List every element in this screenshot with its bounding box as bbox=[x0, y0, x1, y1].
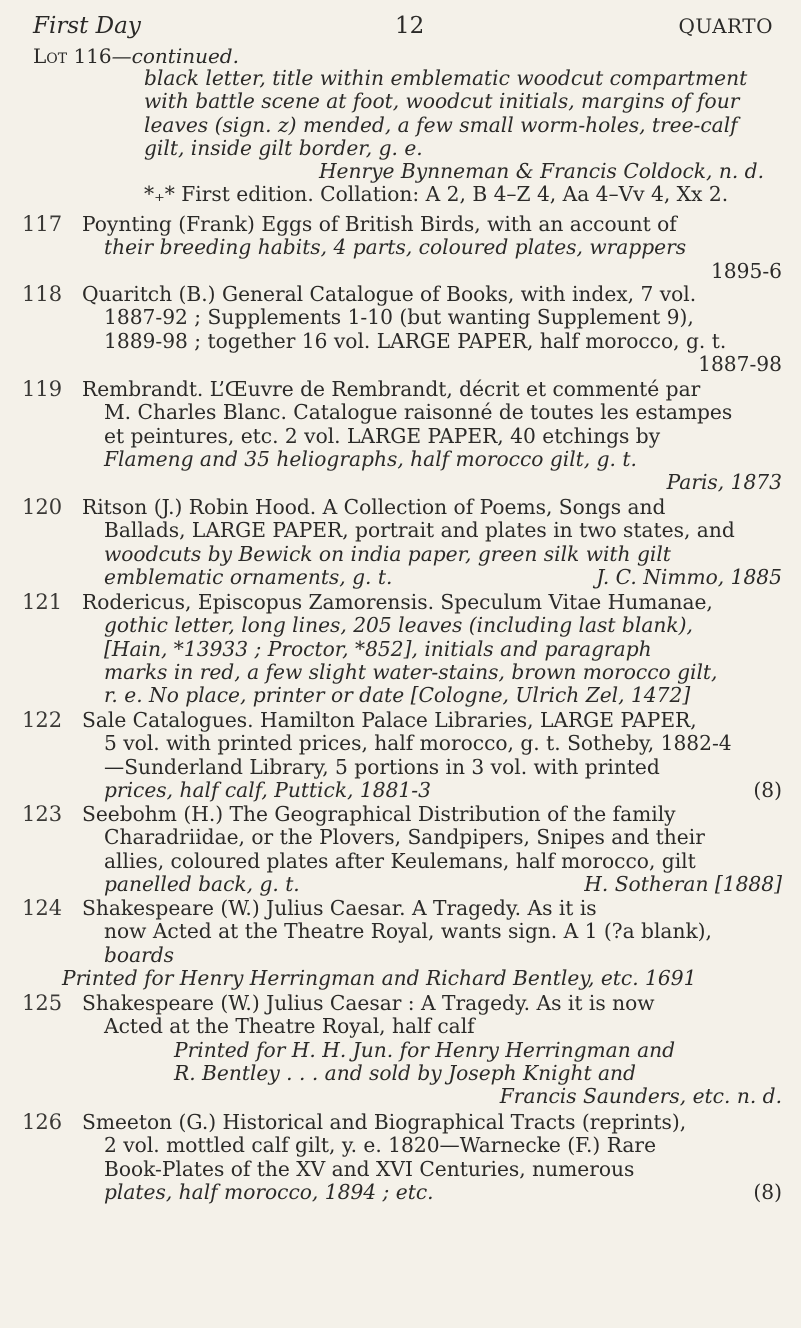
lot-number: 124 bbox=[22, 896, 63, 920]
entry-line: black letter, title within emblematic woodcut compartment bbox=[144, 66, 748, 90]
header-format: QUARTO bbox=[678, 14, 773, 38]
entry-line: their breeding habits, 4 parts, coloured plates, wrappers bbox=[104, 235, 687, 260]
running-head bbox=[33, 6, 773, 46]
lot-number: 118 bbox=[22, 282, 63, 306]
lot-entry bbox=[62, 896, 782, 990]
entry-line: r. e. No place, printer or date [Cologne, Ulrich Zel, 1472] bbox=[104, 683, 691, 708]
lot-number: 120 bbox=[22, 495, 63, 519]
entry-lot-count: (8) bbox=[753, 1179, 782, 1204]
entry-line: 1889-98 ; together 16 vol. LARGE PAPER, half morocco, g. t. bbox=[104, 328, 727, 353]
entry-line: allies, coloured plates after Keulemans, half morocco, gilt bbox=[104, 848, 696, 873]
entry-date: 1887-98 bbox=[698, 351, 782, 376]
lot-number: 125 bbox=[22, 991, 63, 1015]
entry-imprint: Paris, 1873 bbox=[666, 470, 782, 495]
lot-number: 116 bbox=[73, 44, 112, 68]
entry-imprint: Printed for Henry Herringman and Richard Bentley, etc. 1691 bbox=[62, 965, 697, 990]
entry-line: emblematic ornaments, g. t. bbox=[104, 564, 393, 589]
entry-line: 2 vol. mottled calf gilt, y. e. 1820—Warnecke (F.) Rare bbox=[104, 1133, 657, 1158]
entry-imprint: Henrye Bynneman & Francis Coldock, n. d. bbox=[318, 159, 764, 184]
lot-continued-heading bbox=[33, 44, 239, 68]
entry-line: M. Charles Blanc. Catalogue raisonné de toutes les estampes bbox=[104, 400, 733, 425]
entry-line: Acted at the Theatre Royal, half calf bbox=[104, 1014, 475, 1039]
entry-note: *₊* First edition. Collation: A 2, B 4–Z 4, Aa 4–Vv 4, Xx 2. bbox=[144, 182, 729, 207]
entry-line: Charadriidae, or the Plovers, Sandpipers, Snipes and their bbox=[104, 825, 705, 850]
entry-imprint: R. Bentley . . . and sold by Joseph Knight and bbox=[174, 1060, 636, 1085]
lot-entry bbox=[82, 496, 782, 589]
entry-line: woodcuts by Bewick on india paper, green silk with gilt bbox=[104, 541, 671, 566]
header-sale-day: First Day bbox=[33, 13, 141, 39]
entry-line: 5 vol. with printed prices, half morocco, g. t. Sotheby, 1882-4 bbox=[104, 731, 732, 756]
lot-number: 126 bbox=[22, 1110, 63, 1134]
entry-imprint: J. C. Nimmo, 1885 bbox=[596, 564, 782, 589]
entry-line: Ballads, LARGE PAPER, portrait and plates in two states, and bbox=[104, 518, 735, 543]
entry-line: Book-Plates of the XV and XVI Centuries, numerous bbox=[104, 1156, 635, 1181]
entry-line: prices, half calf, Puttick, 1881-3 bbox=[104, 777, 431, 802]
entry-line: Seebohm (H.) The Geographical Distribution of the family bbox=[82, 802, 676, 826]
entry-line: marks in red, a few slight water-stains, brown morocco gilt, bbox=[104, 659, 718, 684]
lot-entry bbox=[82, 992, 782, 1108]
lot-entry bbox=[82, 709, 782, 802]
entry-line: et peintures, etc. 2 vol. LARGE PAPER, 40 etchings by bbox=[104, 423, 661, 448]
lot-number: 119 bbox=[22, 377, 63, 401]
lot-entry bbox=[82, 803, 782, 896]
entry-line: Shakespeare (W.) Julius Caesar : A Tragedy. As it is now bbox=[82, 991, 655, 1015]
entry-line: Sale Catalogues. Hamilton Palace Libraries, LARGE PAPER, bbox=[82, 708, 697, 732]
entry-line: Shakespeare (W.) Julius Caesar. A Tragedy. As it is bbox=[82, 896, 597, 920]
page-number: 12 bbox=[395, 13, 425, 39]
entry-line: gilt, inside gilt border, g. e. bbox=[144, 135, 423, 160]
entry-line: panelled back, g. t. bbox=[104, 871, 300, 896]
entry-line: Flameng and 35 heliographs, half morocco gilt, g. t. bbox=[104, 446, 637, 471]
entry-line: —Sunderland Library, 5 portions in 3 vol. with printed bbox=[104, 754, 660, 779]
lot-entry bbox=[82, 378, 782, 494]
entry-line: Rembrandt. L’Œuvre de Rembrandt, décrit et commenté par bbox=[82, 377, 701, 401]
lot-number: 122 bbox=[22, 708, 63, 732]
lot-number: 121 bbox=[22, 590, 63, 614]
entry-line: boards bbox=[104, 942, 175, 967]
lot-entry bbox=[82, 213, 782, 283]
entry-date: 1895-6 bbox=[710, 258, 782, 283]
lot-continued-label: —continued. bbox=[111, 44, 239, 68]
entry-line: [Hain, *13933 ; Proctor, *852], initials and paragraph bbox=[104, 636, 652, 661]
entry-line: plates, half morocco, 1894 ; etc. bbox=[104, 1179, 434, 1204]
entry-line: Smeeton (G.) Historical and Biographical Tracts (reprints), bbox=[82, 1110, 687, 1134]
entry-imprint: Francis Saunders, etc. n. d. bbox=[499, 1084, 782, 1109]
entry-line: Ritson (J.) Robin Hood. A Collection of Poems, Songs and bbox=[82, 495, 666, 519]
lot-entry bbox=[82, 1111, 782, 1204]
lot-prefix: Lot bbox=[33, 44, 68, 68]
lot-116-continuation bbox=[144, 67, 784, 207]
entry-line: gothic letter, long lines, 205 leaves (including last blank), bbox=[104, 613, 693, 638]
lot-entry bbox=[82, 283, 782, 376]
entry-line: now Acted at the Theatre Royal, wants sign. A 1 (?a blank), bbox=[104, 919, 712, 944]
entry-line: with battle scene at foot, woodcut initials, margins of four bbox=[144, 89, 740, 114]
entry-line: 1887-92 ; Supplements 1-10 (but wanting Supplement 9), bbox=[104, 305, 694, 330]
entry-imprint: Printed for H. H. Jun. for Henry Herringman and bbox=[174, 1037, 676, 1062]
lot-number: 123 bbox=[22, 802, 63, 826]
entry-line: leaves (sign. z) mended, a few small worm-holes, tree-calf bbox=[144, 112, 738, 137]
entry-imprint: H. Sotheran [1888] bbox=[584, 871, 782, 896]
entry-line: Rodericus, Episcopus Zamorensis. Speculum Vitae Humanae, bbox=[82, 590, 713, 614]
entry-line: Poynting (Frank) Eggs of British Birds, with an account of bbox=[82, 212, 677, 236]
lot-number: 117 bbox=[22, 212, 63, 236]
entry-line: Quaritch (B.) General Catalogue of Books, with index, 7 vol. bbox=[82, 282, 697, 306]
lot-entry bbox=[82, 591, 782, 707]
entry-lot-count: (8) bbox=[753, 777, 782, 802]
